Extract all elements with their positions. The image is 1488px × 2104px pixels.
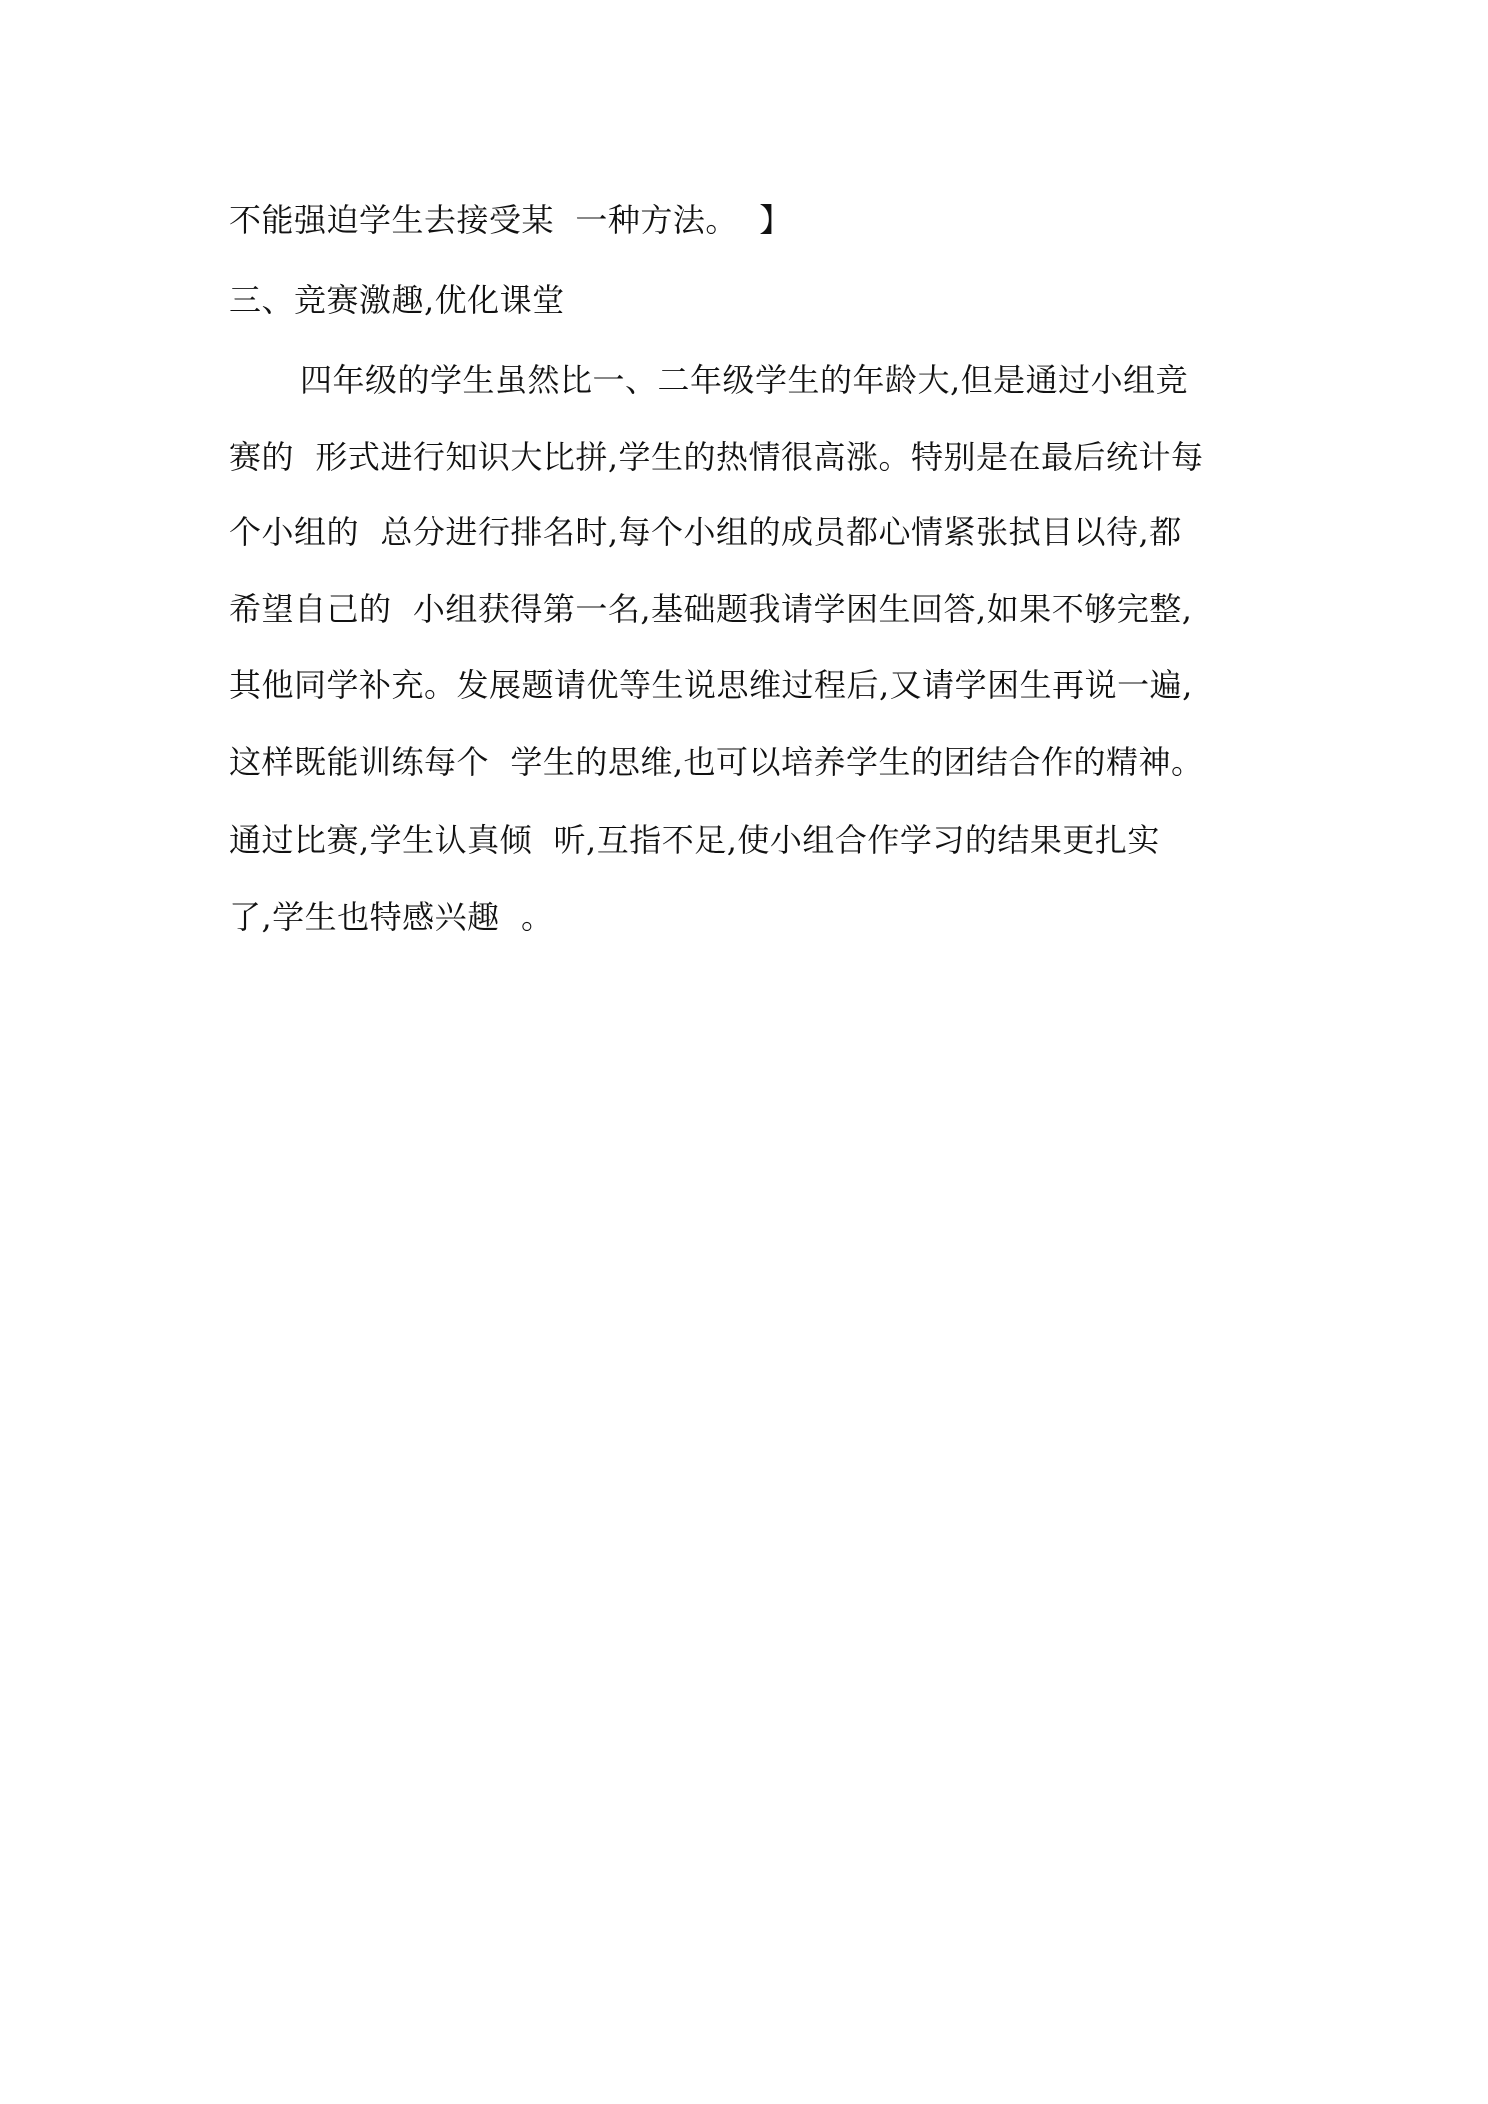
- text-line: 不能强迫学生去接受某 一种方法。 】: [229, 201, 792, 239]
- text-line: 赛的 形式进行知识大比拼,学生的热情很高涨。特别是在最后统计每: [229, 438, 1204, 476]
- text-line: 通过比赛,学生认真倾 听,互指不足,使小组合作学习的结果更扎实: [229, 821, 1160, 859]
- text-line: 其他同学补充。发展题请优等生说思维过程后,又请学困生再说一遍,: [229, 666, 1193, 704]
- text-line: 四年级的学生虽然比一、二年级学生的年龄大,但是通过小组竞: [300, 361, 1189, 399]
- text-line: 了,学生也特感兴趣 。: [229, 898, 554, 936]
- text-line: 希望自己的 小组获得第一名,基础题我请学困生回答,如果不够完整,: [229, 590, 1193, 628]
- text-line: 这样既能训练每个 学生的思维,也可以培养学生的团结合作的精神。: [229, 743, 1204, 781]
- text-line: 个小组的 总分进行排名时,每个小组的成员都心情紧张拭目以待,都: [229, 513, 1182, 551]
- section-heading: 三、竞赛激趣,优化课堂: [229, 281, 565, 319]
